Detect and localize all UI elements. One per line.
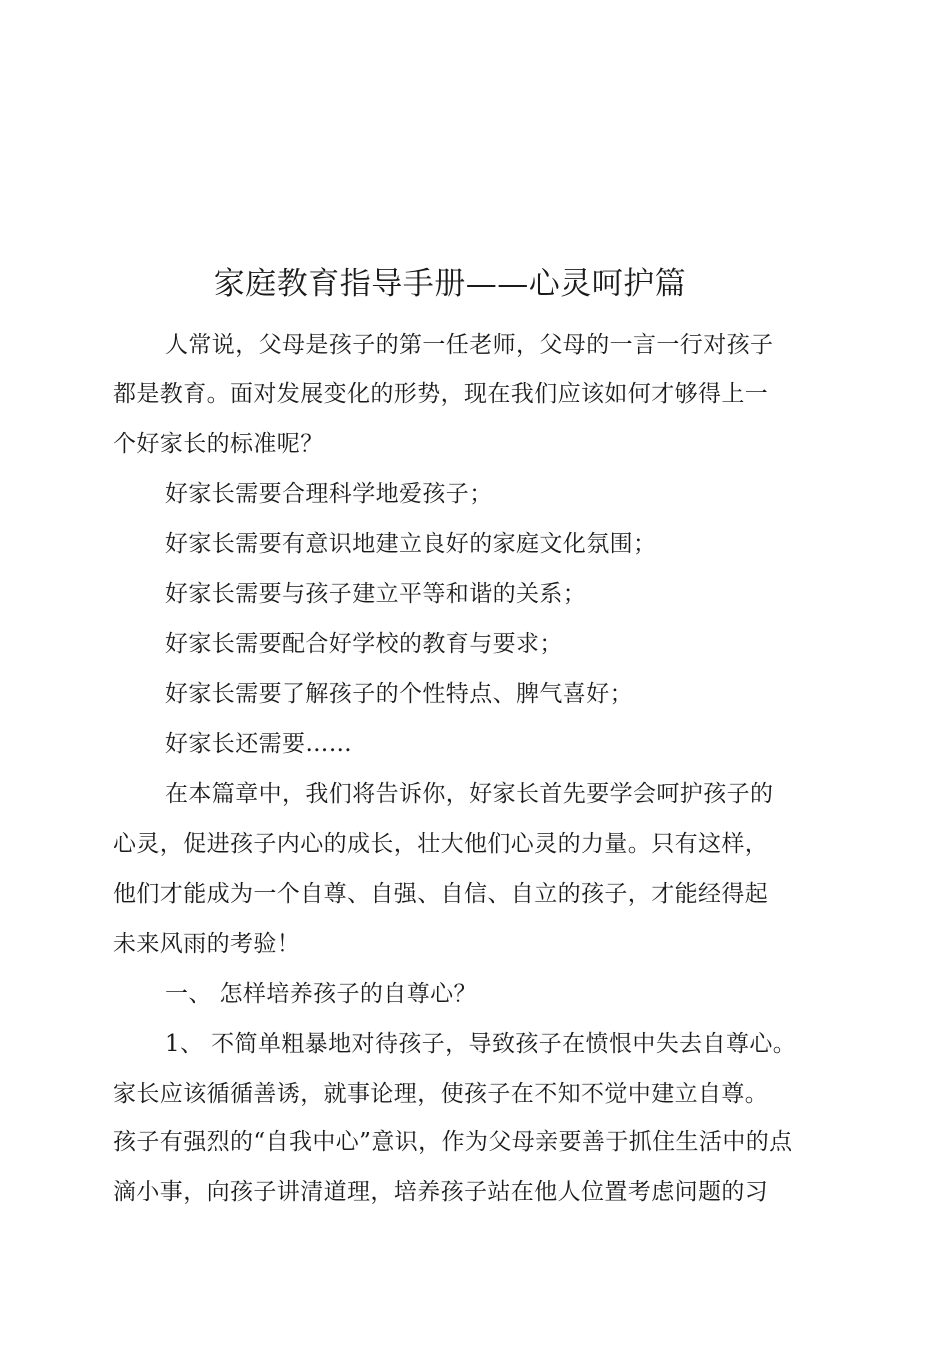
section-heading: 一、 怎样培养孩子的自尊心？ [165,981,477,1007]
paragraph-line: 在本篇章中，我们将告诉你，好家长首先要学会呵护孩子的 [165,781,774,807]
list-item: 好家长需要配合好学校的教育与要求； [165,631,563,657]
paragraph-line: 心灵，促进孩子内心的成长，壮大他们心灵的力量。只有这样， [113,831,769,857]
list-item: 好家长需要合理科学地爱孩子； [165,481,493,507]
paragraph-line: 孩子有强烈的“自我中心”意识，作为父母亲要善于抓住生活中的点 [113,1129,793,1155]
list-item: 好家长还需要…… [165,731,353,757]
paragraph-line: 1、 不简单粗暴地对待孩子，导致孩子在愤恨中失去自尊心。 [165,1031,797,1057]
list-item: 好家长需要与孩子建立平等和谐的关系； [165,581,587,607]
list-item: 好家长需要了解孩子的个性特点、脾气喜好； [165,681,633,707]
paragraph-line: 未来风雨的考验！ [113,931,301,957]
paragraph-line: 个好家长的标准呢？ [113,431,324,457]
paragraph-line: 他们才能成为一个自尊、自强、自信、自立的孩子，才能经得起 [113,881,769,907]
paragraph-line: 家长应该循循善诱，就事论理，使孩子在不知不觉中建立自尊。 [113,1081,769,1107]
paragraph-line: 人常说，父母是孩子的第一任老师，父母的一言一行对孩子 [165,332,774,358]
paragraph-line: 都是教育。面对发展变化的形势，现在我们应该如何才够得上一 [113,381,769,407]
list-item: 好家长需要有意识地建立良好的家庭文化氛围； [165,531,657,557]
document-title: 家庭教育指导手册——心灵呵护篇 [213,266,687,302]
paragraph-line: 滴小事，向孩子讲清道理，培养孩子站在他人位置考虑问题的习 [113,1179,769,1205]
